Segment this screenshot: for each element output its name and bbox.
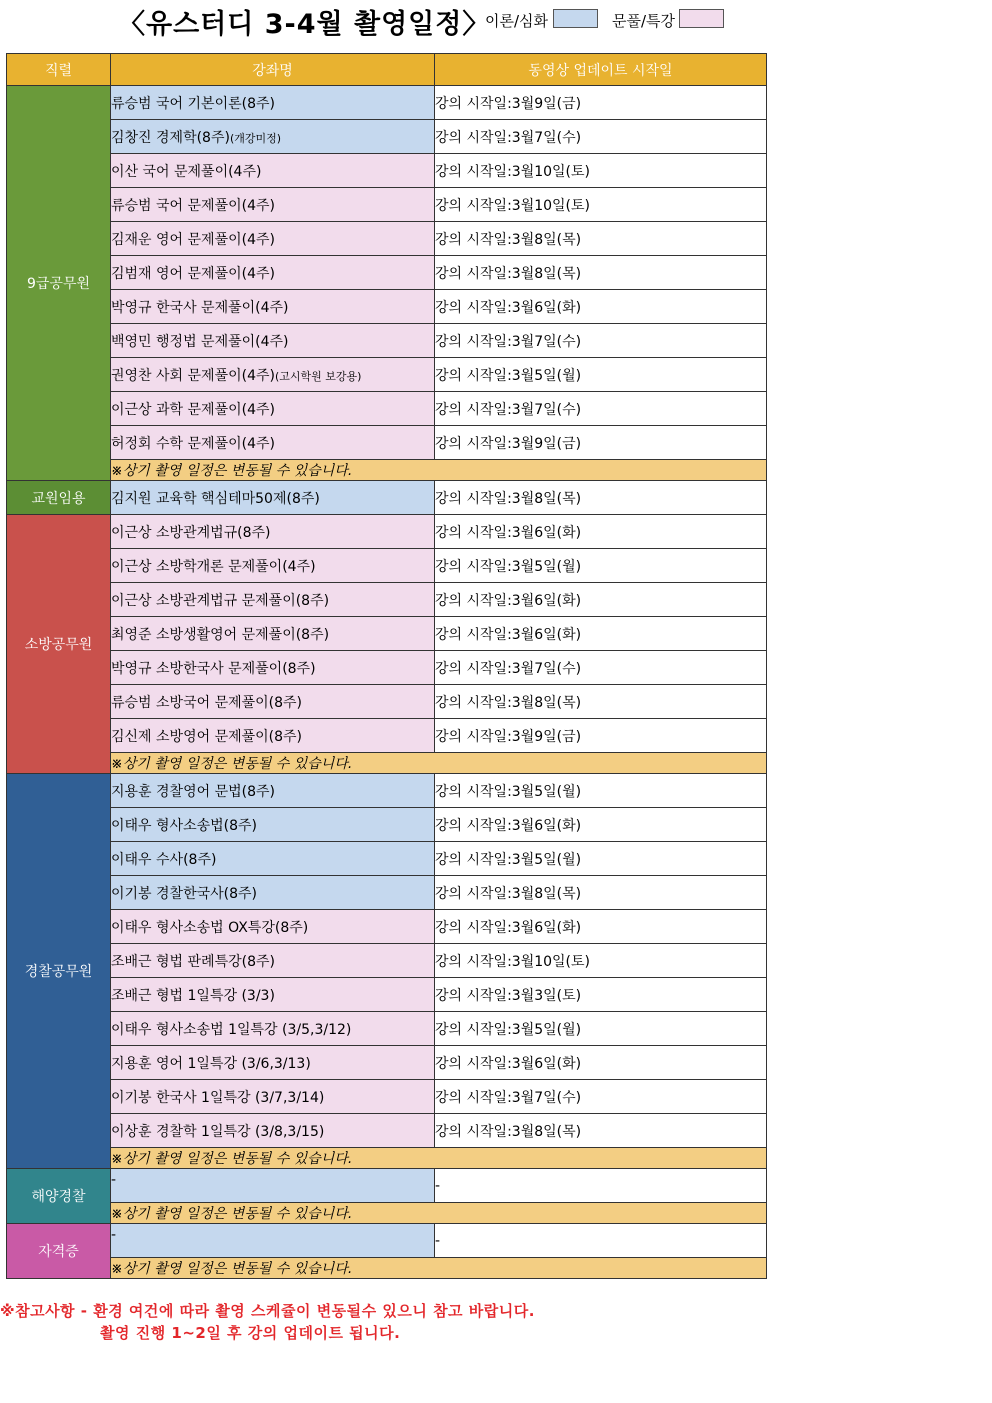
table-row <box>7 1114 767 1148</box>
schedule-change-note: ※상기 촬영 일정은 변동될 수 있습니다. <box>111 753 767 774</box>
course-cell <box>111 583 435 617</box>
course-name: 류승범 국어 기본이론(8주) <box>111 95 275 112</box>
course-cell <box>111 426 435 460</box>
table-row <box>7 876 767 910</box>
table-row <box>7 120 767 154</box>
table-row <box>7 426 767 460</box>
legend-theory-label: 이론/심화 <box>485 12 549 30</box>
date-cell: 강의 시작일:3월6일(화) <box>435 290 767 324</box>
date-cell: 강의 시작일:3월8일(목) <box>435 481 767 515</box>
legend-practice-swatch <box>679 9 724 28</box>
course-name: 이근상 소방관계법규 문제풀이(8주) <box>111 592 330 609</box>
date-cell: 강의 시작일:3월5일(월) <box>435 842 767 876</box>
course-name: 이태우 수사(8주) <box>111 851 217 868</box>
table-row <box>7 583 767 617</box>
schedule-change-note: ※상기 촬영 일정은 변동될 수 있습니다. <box>111 1258 767 1279</box>
course-cell <box>111 358 435 392</box>
course-cell <box>111 876 435 910</box>
course-name: - <box>111 1172 117 1188</box>
course-name: 김신제 소방영어 문제풀이(8주) <box>111 728 303 745</box>
page-title: 〈유스터디 3-4월 촬영일정〉 <box>118 9 491 40</box>
schedule-change-note: ※상기 촬영 일정은 변동될 수 있습니다. <box>111 460 767 481</box>
table-row <box>7 719 767 753</box>
date-cell: 강의 시작일:3월10일(토) <box>435 188 767 222</box>
table-row <box>7 392 767 426</box>
course-cell <box>111 774 435 808</box>
category-cell: 자격증 <box>7 1224 111 1279</box>
schedule-change-note: ※상기 촬영 일정은 변동될 수 있습니다. <box>111 1203 767 1224</box>
course-cell <box>111 324 435 358</box>
date-cell: 강의 시작일:3월9일(금) <box>435 426 767 460</box>
table-row <box>7 808 767 842</box>
date-cell: 강의 시작일:3월9일(금) <box>435 86 767 120</box>
course-cell <box>111 1012 435 1046</box>
course-cell <box>111 154 435 188</box>
date-cell: 강의 시작일:3월7일(수) <box>435 392 767 426</box>
date-cell: 강의 시작일:3월5일(월) <box>435 358 767 392</box>
table-row <box>7 290 767 324</box>
date-cell: 강의 시작일:3월8일(목) <box>435 876 767 910</box>
footer-notice <box>0 1300 535 1344</box>
course-name: 김지원 교육학 핵심테마50제(8주) <box>111 490 320 507</box>
schedule-body <box>7 86 767 1279</box>
course-name: 이근상 소방관계법규(8주) <box>111 524 271 541</box>
course-cell <box>111 1169 435 1203</box>
course-cell <box>111 1224 435 1258</box>
course-name: 이근상 소방학개론 문제풀이(4주) <box>111 558 316 575</box>
course-name: 이근상 과학 문제풀이(4주) <box>111 401 275 418</box>
date-cell: 강의 시작일:3월5일(월) <box>435 774 767 808</box>
course-cell <box>111 944 435 978</box>
course-name: 최영준 소방생활영어 문제풀이(8주) <box>111 626 330 643</box>
course-cell <box>111 188 435 222</box>
course-cell <box>111 808 435 842</box>
course-name: - <box>111 1227 117 1243</box>
date-cell: 강의 시작일:3월10일(토) <box>435 944 767 978</box>
schedule-table <box>6 53 767 1279</box>
legend-theory-swatch <box>553 9 598 28</box>
course-remark: (개강미정) <box>229 131 282 145</box>
table-row <box>7 944 767 978</box>
table-row <box>7 1224 767 1258</box>
course-name: 권영찬 사회 문제풀이(4주) <box>111 367 275 384</box>
category-cell: 교원임용 <box>7 481 111 515</box>
course-cell <box>111 549 435 583</box>
course-name: 백영민 행정법 문제풀이(4주) <box>111 333 289 350</box>
course-name: 류승범 국어 문제풀이(4주) <box>111 197 275 214</box>
course-name: 지용훈 경찰영어 문법(8주) <box>111 783 275 800</box>
date-cell: 강의 시작일:3월8일(목) <box>435 685 767 719</box>
course-cell <box>111 481 435 515</box>
footer-line-1: ※참고사항 - 환경 여건에 따라 촬영 스케쥴이 변동될수 있으니 참고 바랍니다. <box>0 1302 535 1320</box>
course-name: 지용훈 영어 1일특강 (3/6,3/13) <box>111 1055 311 1072</box>
table-row <box>7 651 767 685</box>
date-cell: 강의 시작일:3월10일(토) <box>435 154 767 188</box>
title-row <box>0 0 992 40</box>
table-row <box>7 685 767 719</box>
footer-line-2: 촬영 진행 1~2일 후 강의 업데이트 됩니다. <box>100 1324 401 1342</box>
table-row <box>7 774 767 808</box>
date-cell: - <box>435 1224 767 1258</box>
table-row <box>7 1080 767 1114</box>
note-row <box>7 1203 767 1224</box>
course-cell <box>111 651 435 685</box>
legend-practice-label: 문풀/특강 <box>612 12 676 30</box>
table-row <box>7 324 767 358</box>
course-name: 박영규 소방한국사 문제풀이(8주) <box>111 660 316 677</box>
course-cell <box>111 120 435 154</box>
date-cell: 강의 시작일:3월8일(목) <box>435 256 767 290</box>
category-cell: 경찰공무원 <box>7 774 111 1169</box>
course-name: 이태우 형사소송법(8주) <box>111 817 257 834</box>
table-row <box>7 978 767 1012</box>
course-cell <box>111 1114 435 1148</box>
table-row <box>7 1012 767 1046</box>
date-cell: 강의 시작일:3월9일(금) <box>435 719 767 753</box>
course-cell <box>111 392 435 426</box>
course-cell <box>111 290 435 324</box>
table-row <box>7 617 767 651</box>
note-row <box>7 460 767 481</box>
date-cell: 강의 시작일:3월5일(월) <box>435 549 767 583</box>
table-row <box>7 256 767 290</box>
table-row <box>7 842 767 876</box>
header-category: 직렬 <box>7 54 111 86</box>
table-row <box>7 358 767 392</box>
course-cell <box>111 86 435 120</box>
course-name: 이태우 형사소송법 1일특강 (3/5,3/12) <box>111 1021 352 1038</box>
category-cell: 9급공무원 <box>7 86 111 481</box>
course-name: 허정회 수학 문제풀이(4주) <box>111 435 275 452</box>
note-row <box>7 753 767 774</box>
course-name: 김재운 영어 문제풀이(4주) <box>111 231 275 248</box>
course-cell <box>111 978 435 1012</box>
table-row <box>7 1046 767 1080</box>
date-cell: 강의 시작일:3월6일(화) <box>435 910 767 944</box>
course-name: 이산 국어 문제풀이(4주) <box>111 163 262 180</box>
header-date: 동영상 업데이트 시작일 <box>435 54 767 86</box>
course-name: 김범재 영어 문제풀이(4주) <box>111 265 275 282</box>
course-remark: (고시학원 보강용) <box>274 369 362 383</box>
date-cell: 강의 시작일:3월8일(목) <box>435 1114 767 1148</box>
table-row <box>7 549 767 583</box>
course-cell <box>111 617 435 651</box>
course-name: 김창진 경제학(8주) <box>111 129 230 146</box>
date-cell: 강의 시작일:3월6일(화) <box>435 1046 767 1080</box>
category-cell: 소방공무원 <box>7 515 111 774</box>
course-cell <box>111 1080 435 1114</box>
table-row <box>7 86 767 120</box>
date-cell: 강의 시작일:3월3일(토) <box>435 978 767 1012</box>
course-name: 박영규 한국사 문제풀이(4주) <box>111 299 289 316</box>
course-name: 이기봉 한국사 1일특강 (3/7,3/14) <box>111 1089 325 1106</box>
course-name: 조배근 형법 판례특강(8주) <box>111 953 275 970</box>
date-cell: 강의 시작일:3월7일(수) <box>435 651 767 685</box>
course-cell <box>111 1046 435 1080</box>
course-cell <box>111 515 435 549</box>
course-cell <box>111 842 435 876</box>
date-cell: 강의 시작일:3월7일(수) <box>435 120 767 154</box>
category-cell: 해양경찰 <box>7 1169 111 1224</box>
schedule-change-note: ※상기 촬영 일정은 변동될 수 있습니다. <box>111 1148 767 1169</box>
date-cell: 강의 시작일:3월6일(화) <box>435 583 767 617</box>
table-row <box>7 154 767 188</box>
course-name: 이상훈 경찰학 1일특강 (3/8,3/15) <box>111 1123 325 1140</box>
table-row <box>7 515 767 549</box>
date-cell: 강의 시작일:3월7일(수) <box>435 1080 767 1114</box>
course-name: 류승범 소방국어 문제풀이(8주) <box>111 694 303 711</box>
course-name: 조배근 형법 1일특강 (3/3) <box>111 987 275 1004</box>
course-cell <box>111 719 435 753</box>
table-row <box>7 188 767 222</box>
table-row <box>7 222 767 256</box>
note-row <box>7 1148 767 1169</box>
course-name: 이기봉 경찰한국사(8주) <box>111 885 257 902</box>
table-row <box>7 481 767 515</box>
course-cell <box>111 256 435 290</box>
course-cell <box>111 222 435 256</box>
date-cell: 강의 시작일:3월5일(월) <box>435 1012 767 1046</box>
date-cell: 강의 시작일:3월6일(화) <box>435 617 767 651</box>
table-row <box>7 1169 767 1203</box>
course-cell <box>111 910 435 944</box>
table-header-row <box>7 54 767 86</box>
course-name: 이태우 형사소송법 OX특강(8주) <box>111 919 309 936</box>
course-cell <box>111 685 435 719</box>
date-cell: - <box>435 1169 767 1203</box>
date-cell: 강의 시작일:3월8일(목) <box>435 222 767 256</box>
table-row <box>7 910 767 944</box>
note-row <box>7 1258 767 1279</box>
date-cell: 강의 시작일:3월6일(화) <box>435 808 767 842</box>
date-cell: 강의 시작일:3월6일(화) <box>435 515 767 549</box>
header-course: 강좌명 <box>111 54 435 86</box>
date-cell: 강의 시작일:3월7일(수) <box>435 324 767 358</box>
